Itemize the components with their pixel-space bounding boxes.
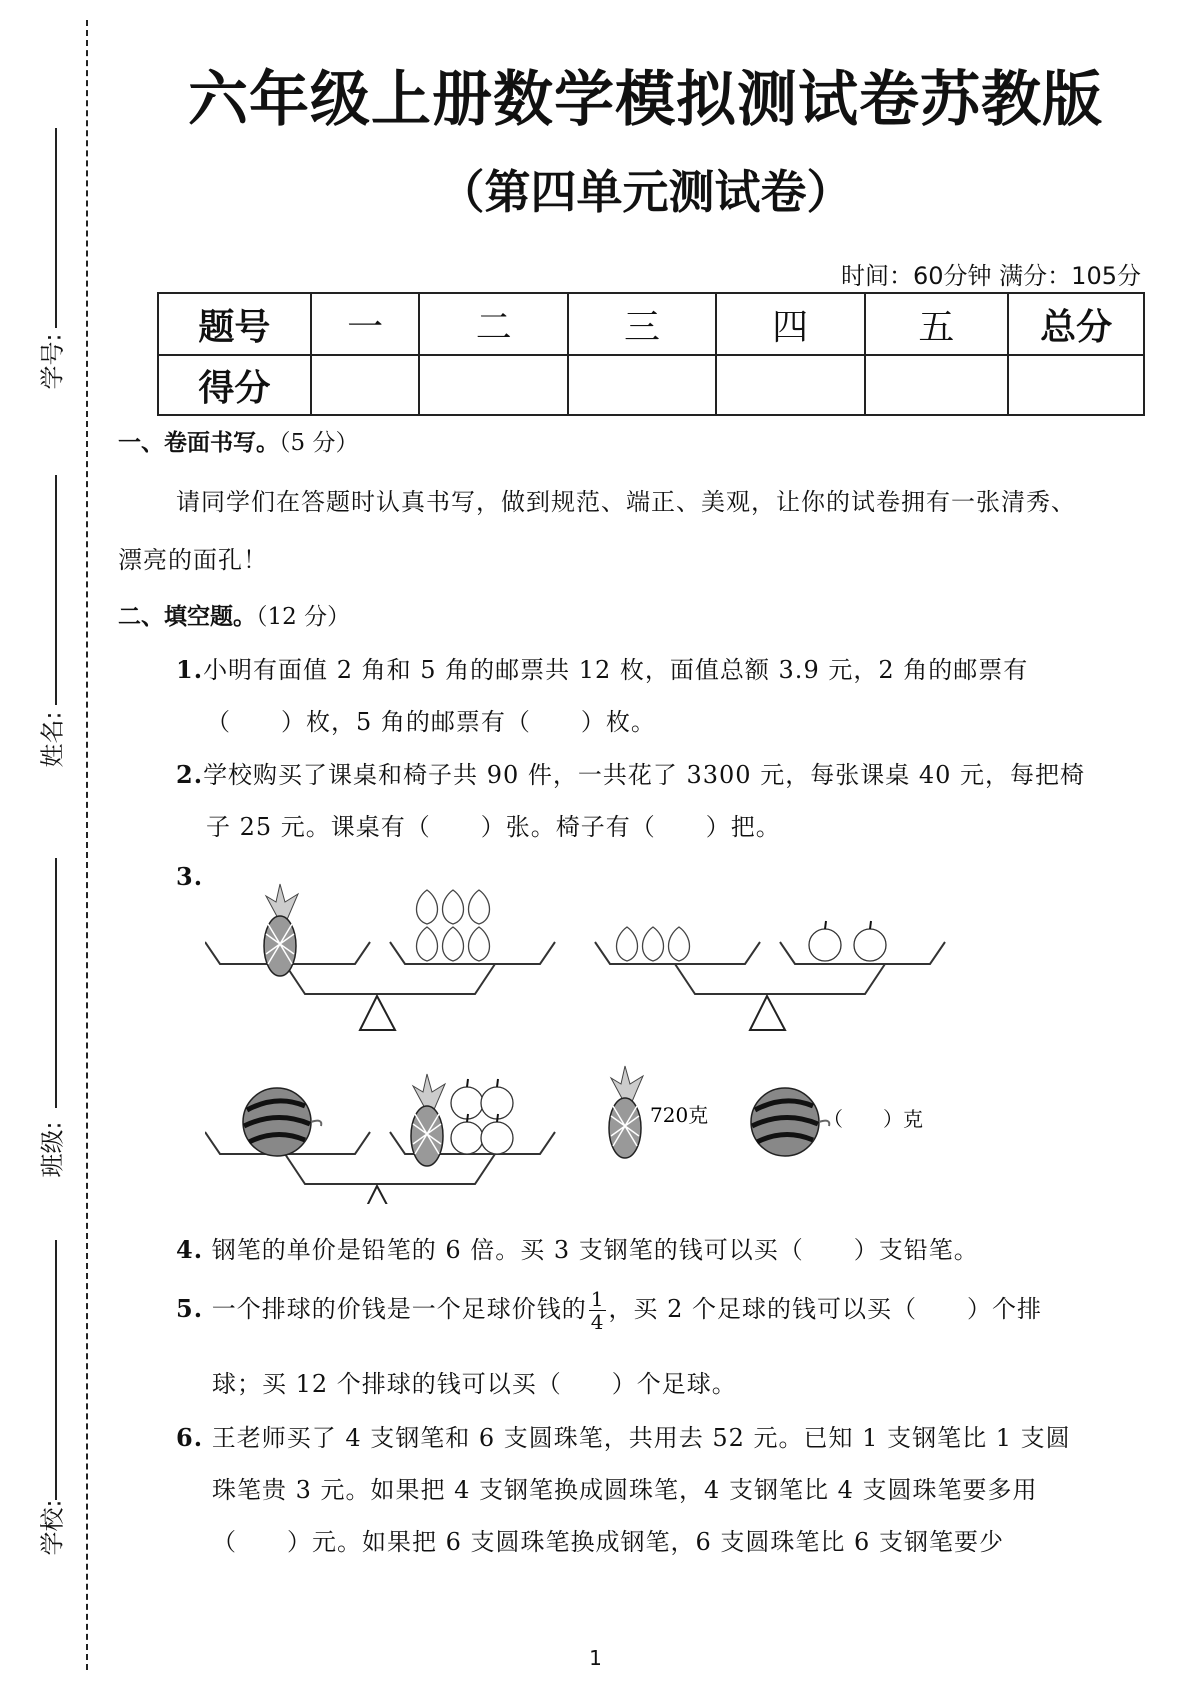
section-points: （5 分）: [279, 430, 359, 456]
watermelon-weight-blank: （ ）克: [823, 1107, 923, 1131]
question-5: [176, 1288, 1042, 1333]
balance-scale-3: [205, 1074, 555, 1204]
name-line: [55, 475, 57, 705]
question-1: [176, 650, 1028, 685]
header-cell: 总分: [1008, 293, 1144, 355]
fraction-denominator: 4: [590, 1310, 605, 1334]
class-label: 班级:: [38, 1121, 67, 1178]
question-2: [176, 755, 1085, 790]
fraction-one-quarter: [589, 1288, 607, 1333]
question-6-line3: （ ）元。如果把 6 支圆珠笔换成钢笔，6 支圆珠笔比 6 支钢笔要少: [212, 1528, 1004, 1556]
question-number: 6.: [176, 1423, 204, 1452]
balance-scale-1: [205, 884, 555, 1030]
school-line: [55, 1240, 57, 1500]
balance-scales-figure: [205, 864, 1005, 1204]
binding-dashed-line: [86, 20, 88, 1670]
section-title: 二、填空题。: [118, 604, 256, 630]
score-cell[interactable]: [568, 355, 716, 415]
pineapple-weight: 720克: [650, 1103, 709, 1127]
score-cell[interactable]: [1008, 355, 1144, 415]
section-2-heading: [118, 598, 350, 631]
question-number: 5.: [176, 1294, 204, 1323]
question-number: 1.: [176, 655, 204, 684]
page-number: 1: [589, 1646, 602, 1670]
student-id-line: [55, 128, 57, 328]
question-6-line2: 珠笔贵 3 元。如果把 4 支钢笔换成圆珠笔，4 支钢笔比 4 支圆珠笔要多用: [212, 1476, 1038, 1504]
header-cell: 一: [311, 293, 420, 355]
class-line: [55, 858, 57, 1108]
score-cell[interactable]: [419, 355, 568, 415]
section-1-heading: [118, 424, 358, 457]
question-text: 钢笔的单价是铅笔的 6 倍。买 3 支钢笔的钱可以买（ ）支铅笔。: [211, 1236, 979, 1264]
pineapple-icon: [609, 1066, 643, 1158]
question-3-number: 3.: [176, 862, 204, 891]
score-table: [157, 292, 1145, 416]
score-cell[interactable]: [311, 355, 420, 415]
question-number: 2.: [176, 760, 204, 789]
question-text: 学校购买了课桌和椅子共 90 件，一共花了 3300 元，每张课桌 40 元，每把椅: [203, 761, 1085, 789]
score-cell[interactable]: [716, 355, 865, 415]
question-6: [176, 1418, 1071, 1453]
question-number: 4.: [176, 1235, 204, 1264]
section-points: （12 分）: [256, 604, 351, 630]
time-info: 时间：60分钟 满分：105分: [841, 262, 1141, 290]
name-label: 姓名:: [38, 711, 67, 768]
score-row-label: 得分: [158, 355, 311, 415]
student-id-label: 学号:: [38, 333, 67, 390]
header-cell: 二: [419, 293, 568, 355]
fraction-numerator: 1: [590, 1287, 605, 1311]
question-text: 王老师买了 4 支钢笔和 6 支圆珠笔，共用去 52 元。已知 1 支钢笔比 1 支圆: [211, 1424, 1071, 1452]
question-text: 小明有面值 2 角和 5 角的邮票共 12 枚，面值总额 3.9 元，2 角的邮票有: [203, 656, 1029, 684]
question-1-line2: （ ）枚，5 角的邮票有（ ）枚。: [206, 708, 656, 736]
score-row: [158, 355, 1144, 415]
page-title: 六年级上册数学模拟测试卷苏教版: [188, 65, 1103, 135]
header-cell: 五: [865, 293, 1009, 355]
score-table-header-row: [158, 293, 1144, 355]
header-cell: 三: [568, 293, 716, 355]
question-text: ，买 2 个足球的钱可以买（ ）个排: [608, 1295, 1042, 1323]
page-subtitle: （第四单元测试卷）: [438, 165, 853, 219]
score-cell[interactable]: [865, 355, 1009, 415]
question-text: 一个排球的价钱是一个足球价钱的: [211, 1295, 587, 1323]
header-cell: 题号: [158, 293, 311, 355]
question-4: [176, 1230, 979, 1265]
section-1-text: 漂亮的面孔！: [118, 546, 268, 574]
section-title: 一、卷面书写。: [118, 430, 279, 456]
school-label: 学校:: [38, 1499, 67, 1556]
balance-scale-2: [595, 921, 945, 1030]
section-1-text: 请同学们在答题时认真书写，做到规范、端正、美观，让你的试卷拥有一张清秀、: [176, 488, 1076, 516]
question-5-line2: 球；买 12 个排球的钱可以买（ ）个足球。: [212, 1370, 737, 1398]
watermelon-icon: [751, 1088, 829, 1156]
question-2-line2: 子 25 元。课桌有（ ）张。椅子有（ ）把。: [206, 813, 781, 841]
header-cell: 四: [716, 293, 865, 355]
